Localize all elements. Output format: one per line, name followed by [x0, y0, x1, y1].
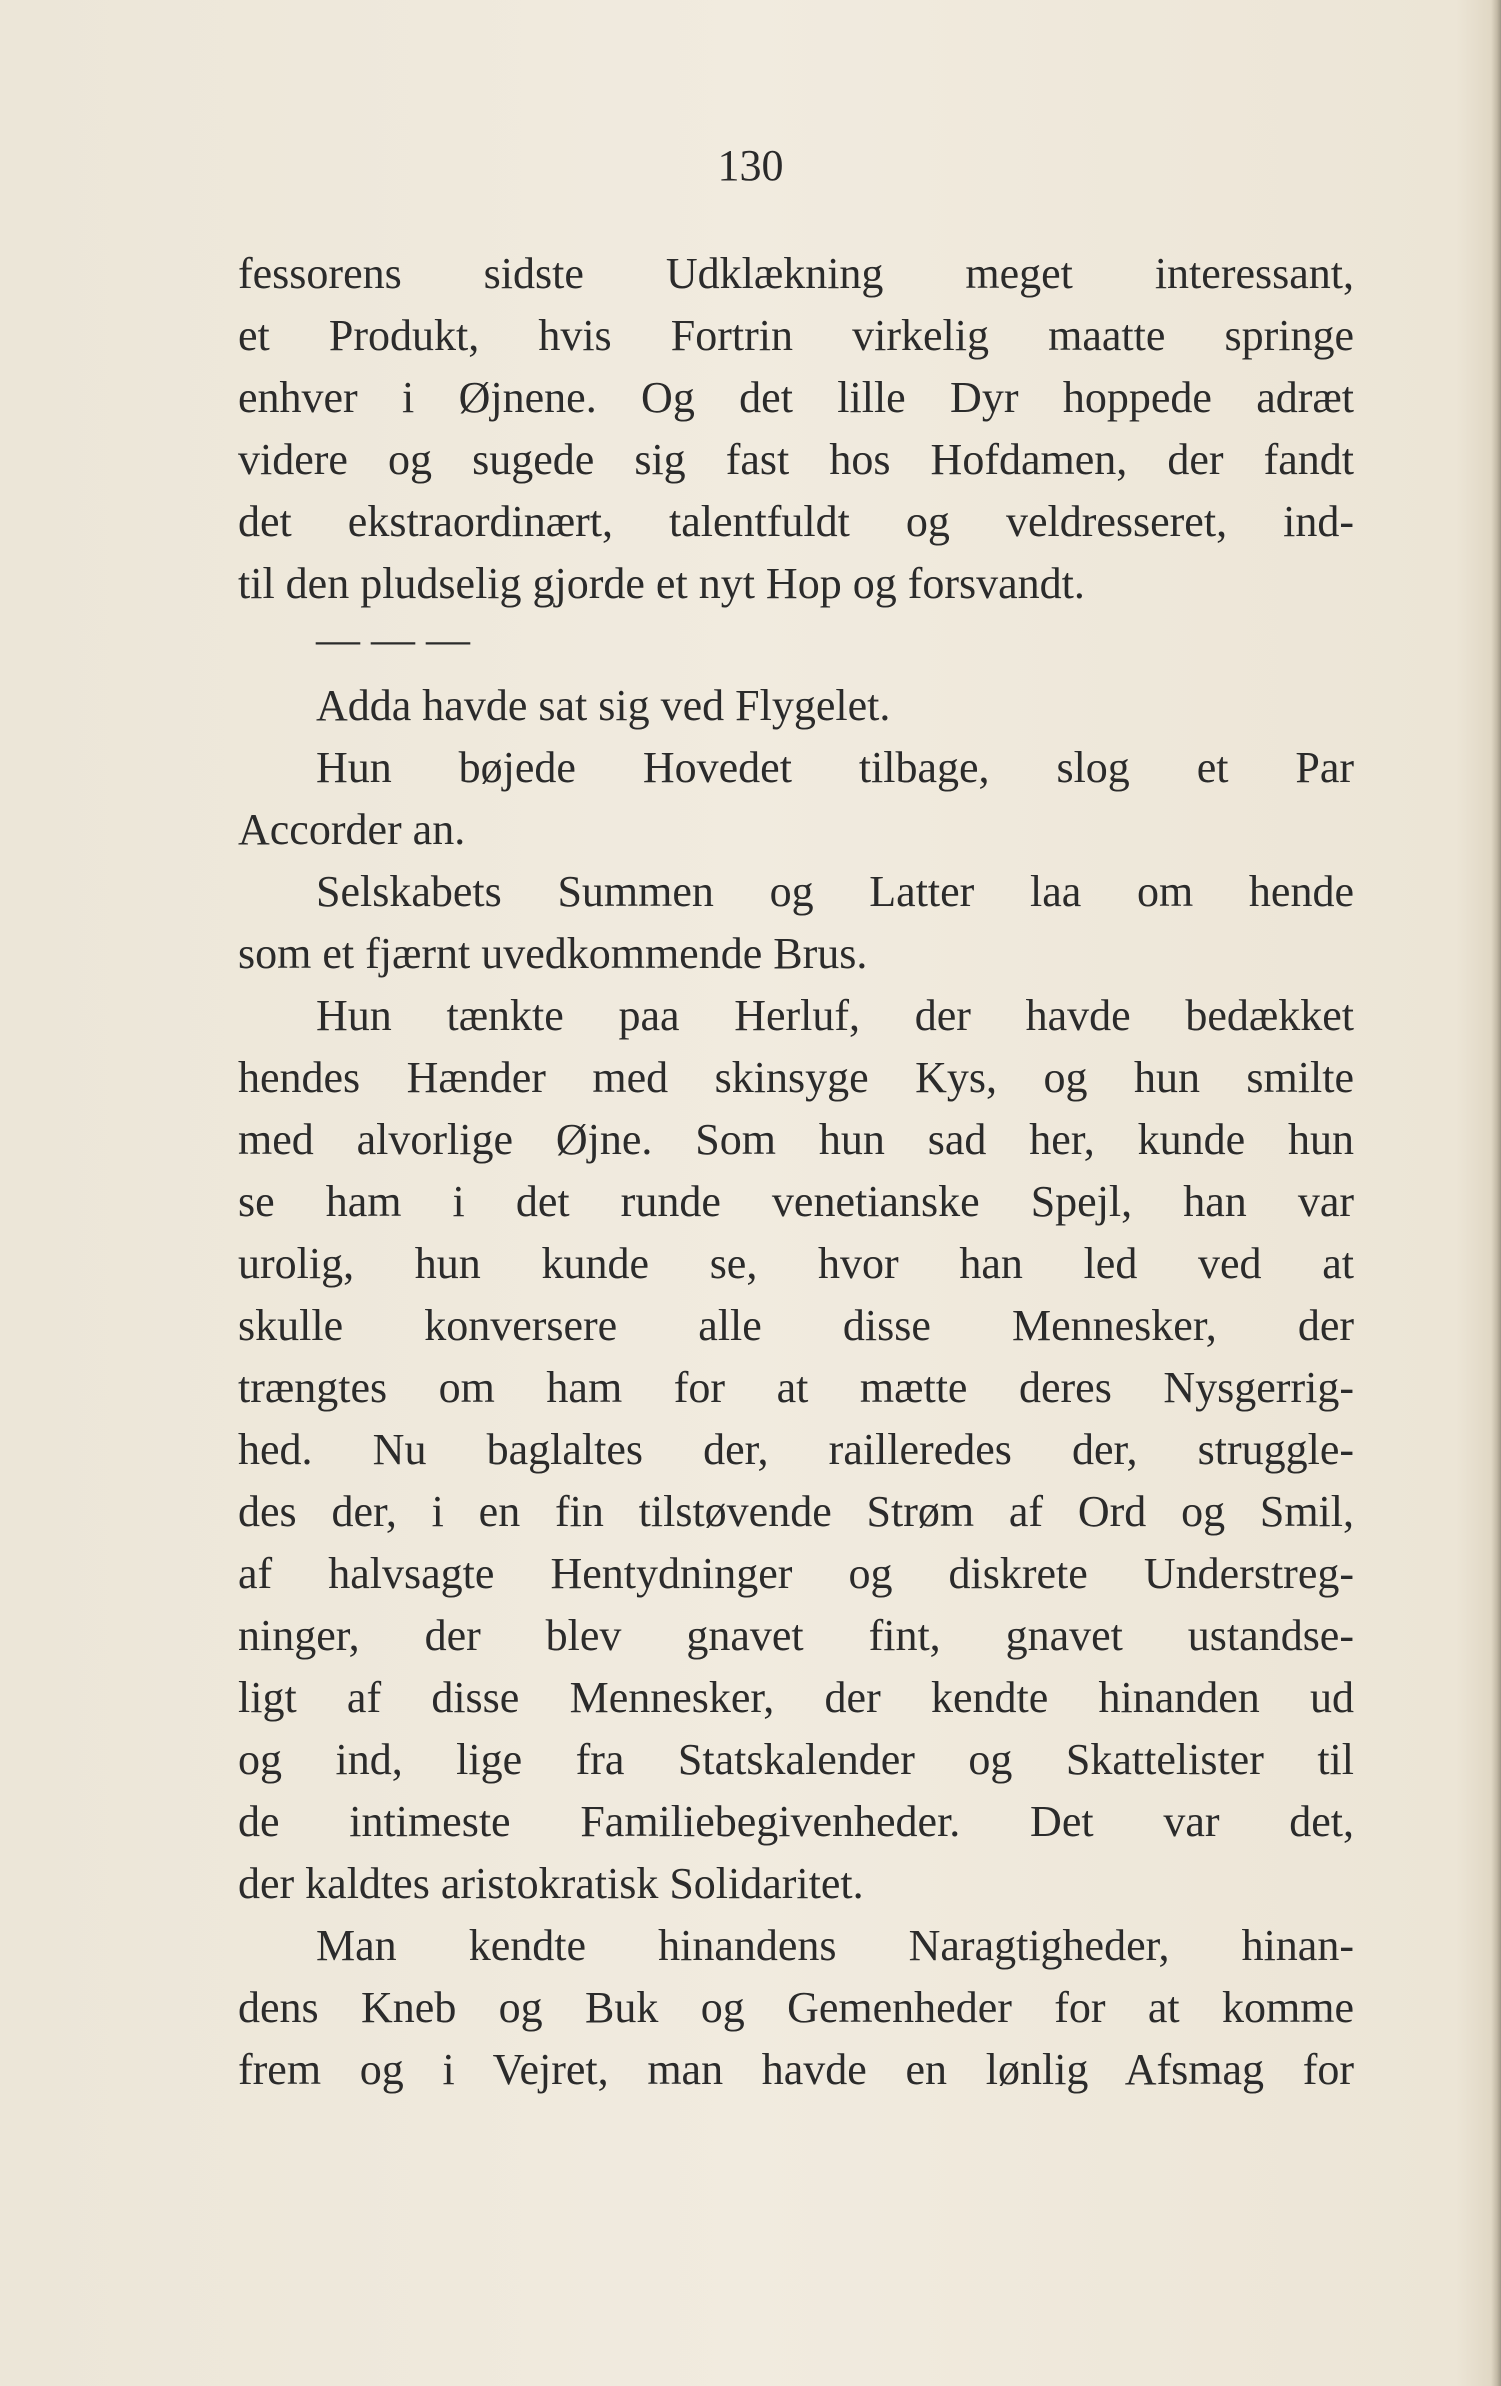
- section-separator: — — —: [316, 615, 470, 664]
- text-line: og ind, lige fra Statskalender og Skattelister til: [238, 1735, 1354, 1784]
- text-line: der kaldtes aristokratisk Solidaritet.: [238, 1859, 864, 1908]
- text-line: trængtes om ham for at mætte deres Nysgerrig-: [238, 1363, 1354, 1412]
- text-line: des der, i en fin tilstøvende Strøm af Ord og Smil,: [238, 1487, 1354, 1536]
- text-line: Hun tænkte paa Herluf, der havde bedækket: [316, 991, 1354, 1040]
- text-line: de intimeste Familiebegivenheder. Det var det,: [238, 1797, 1354, 1846]
- text-line: Adda havde sat sig ved Flygelet.: [316, 681, 891, 730]
- text-line: urolig, hun kunde se, hvor han led ved at: [238, 1239, 1354, 1288]
- text-line: enhver i Øjnene. Og det lille Dyr hoppede adræt: [238, 373, 1354, 422]
- text-line: et Produkt, hvis Fortrin virkelig maatte springe: [238, 311, 1354, 360]
- text-line: fessorens sidste Udklækning meget interessant,: [238, 249, 1354, 298]
- text-line: Accorder an.: [238, 805, 466, 854]
- text-line: med alvorlige Øjne. Som hun sad her, kunde hun: [238, 1115, 1354, 1164]
- text-line: ligt af disse Mennesker, der kendte hinanden ud: [238, 1673, 1354, 1722]
- text-line: hed. Nu baglaltes der, railleredes der, struggle-: [238, 1425, 1354, 1474]
- page-number: 130: [717, 141, 784, 190]
- text-line: til den pludselig gjorde et nyt Hop og forsvandt.: [238, 559, 1085, 608]
- text-line: se ham i det runde venetianske Spejl, han var: [238, 1177, 1354, 1226]
- text-line: Selskabets Summen og Latter laa om hende: [316, 867, 1354, 916]
- text-line: ninger, der blev gnavet fint, gnavet ustandse-: [238, 1611, 1354, 1660]
- text-line: Man kendte hinandens Naragtigheder, hinan-: [316, 1921, 1354, 1970]
- text-line: det ekstraordinært, talentfuldt og veldresseret, ind-: [238, 497, 1354, 546]
- page-edge-shadow: [1491, 0, 1501, 2386]
- text-line: som et fjærnt uvedkommende Brus.: [238, 929, 868, 978]
- text-line: hendes Hænder med skinsyge Kys, og hun smilte: [238, 1053, 1354, 1102]
- text-line: skulle konversere alle disse Mennesker, der: [238, 1301, 1354, 1350]
- text-line: dens Kneb og Buk og Gemenheder for at komme: [238, 1983, 1354, 2032]
- text-line: frem og i Vejret, man havde en lønlig Afsmag for: [238, 2045, 1354, 2094]
- text-line: af halvsagte Hentydninger og diskrete Understreg-: [238, 1549, 1354, 1598]
- text-line: videre og sugede sig fast hos Hofdamen, der fandt: [238, 435, 1354, 484]
- text-line: Hun bøjede Hovedet tilbage, slog et Par: [316, 743, 1354, 792]
